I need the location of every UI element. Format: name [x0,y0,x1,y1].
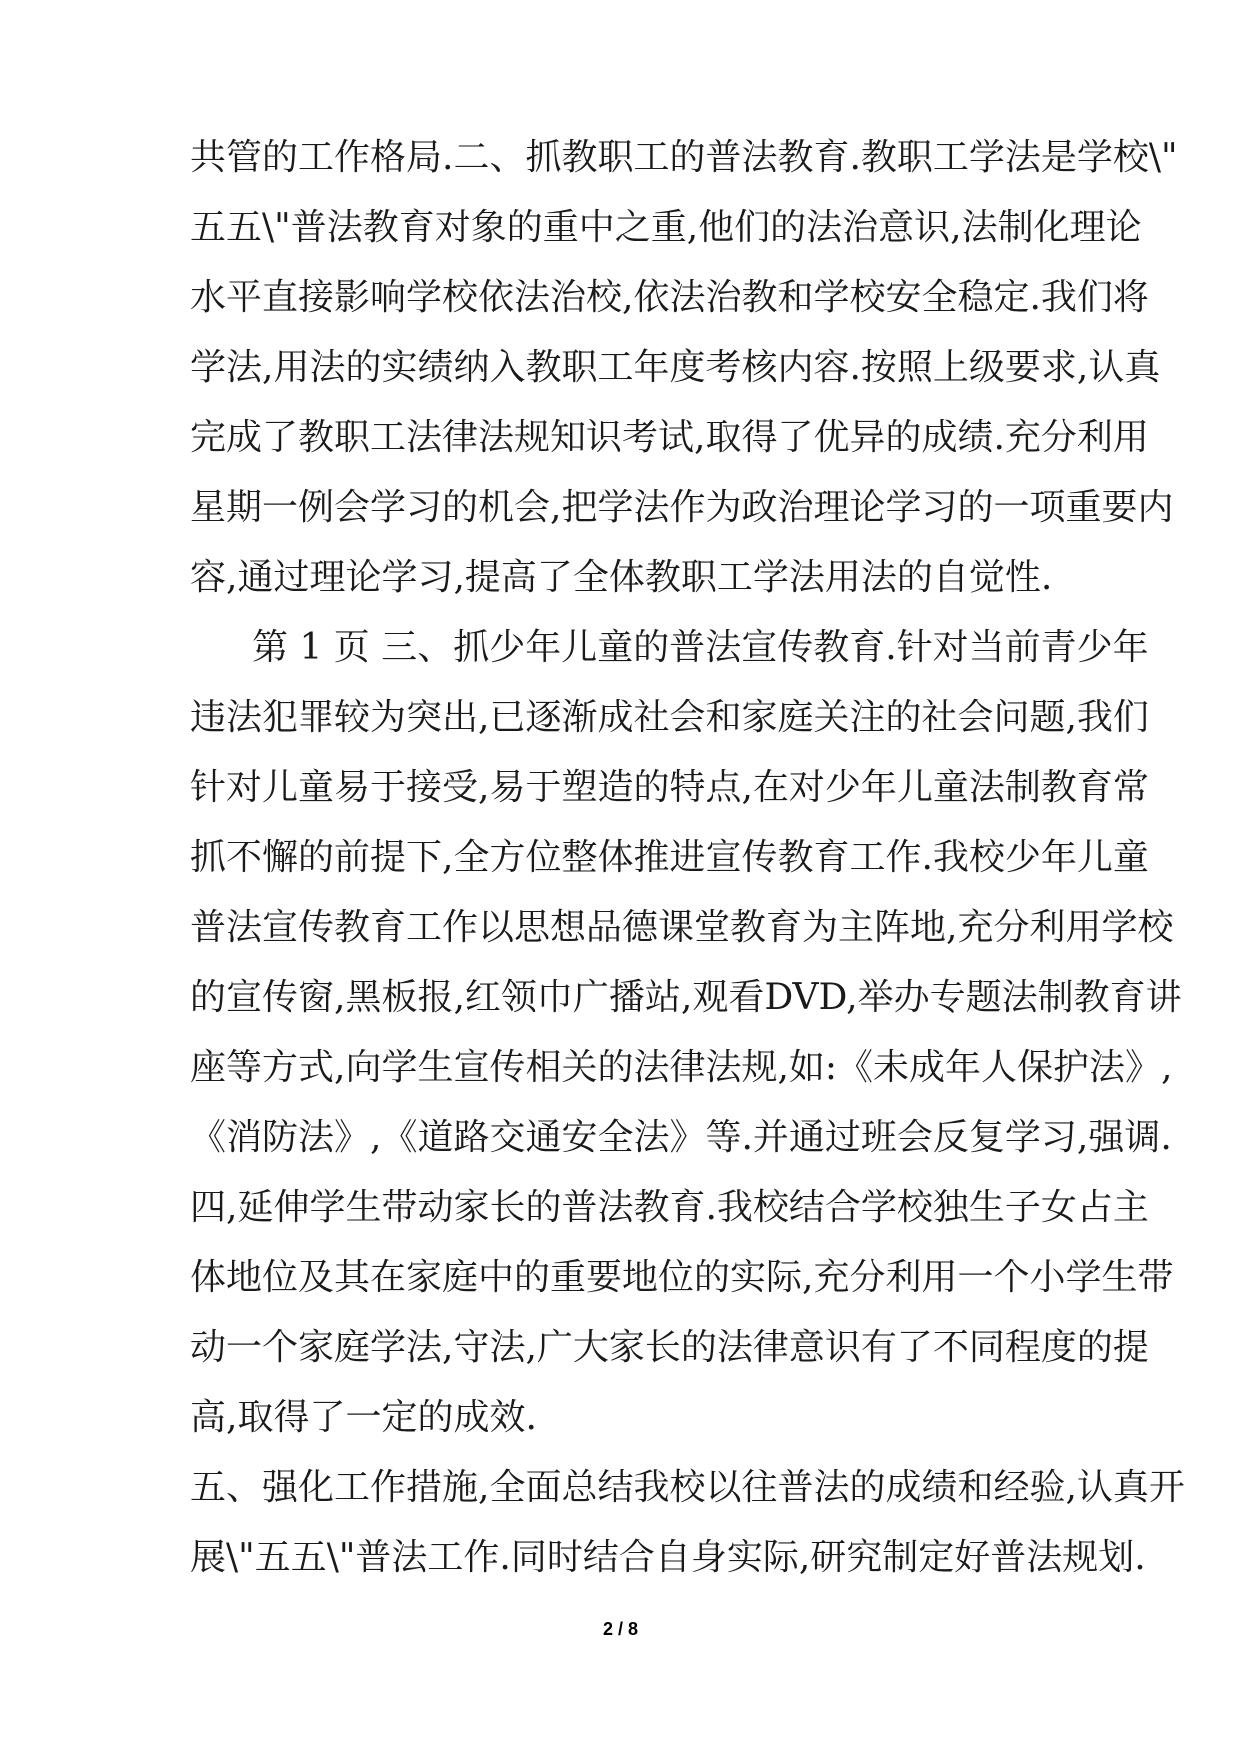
text-line: 违法犯罪较为突出,已逐渐成社会和家庭关注的社会问题,我们 [190,697,1149,738]
text-line: 完成了教职工法律法规知识考试,取得了优异的成绩.充分利用 [190,417,1149,458]
text-line: 《消防法》,《道路交通安全法》等.并通过班会反复学习,强调. [190,1117,1172,1158]
text-line: 学法,用法的实绩纳入教职工年度考核内容.按照上级要求,认真 [190,347,1161,388]
page-number: 2 / 8 [602,1619,639,1639]
text-line: 第 1 页 三、抓少年儿童的普法宣传教育.针对当前青少年 [252,627,1149,668]
text-line: 四,延伸学生带动家长的普法教育.我校结合学校独生子女占主 [190,1187,1149,1228]
text-line: 的宣传窗,黑板报,红领巾广播站,观看DVD,举办专题法制教育讲 [190,977,1182,1018]
text-line: 五、强化工作措施,全面总结我校以往普法的成绩和经验,认真开 [190,1467,1185,1508]
text-line: 水平直接影响学校依法治校,依法治教和学校安全稳定.我们将 [190,277,1149,318]
text-line: 星期一例会学习的机会,把学法作为政治理论学习的一项重要内 [190,487,1174,528]
text-line: 座等方式,向学生宣传相关的法律法规,如:《未成年人保护法》, [190,1047,1173,1088]
text-line: 针对儿童易于接受,易于塑造的特点,在对少年儿童法制教育常 [190,767,1149,808]
text-line: 容,通过理论学习,提高了全体教职工学法用法的自觉性. [190,557,1053,598]
text-line: 动一个家庭学法,守法,广大家长的法律意识有了不同程度的提 [190,1327,1149,1368]
text-line: 高,取得了一定的成效. [190,1397,537,1438]
text-line: 展\"五五\"普法工作.同时结合自身实际,研究制定好普法规划. [190,1537,1146,1578]
text-line: 共管的工作格局.二、抓教职工的普法教育.教职工学法是学校\" [190,137,1178,178]
text-line: 抓不懈的前提下,全方位整体推进宣传教育工作.我校少年儿童 [190,837,1149,878]
text-line: 体地位及其在家庭中的重要地位的实际,充分利用一个小学生带 [190,1257,1174,1298]
text-line: 普法宣传教育工作以思想品德课堂教育为主阵地,充分利用学校 [190,907,1174,948]
text-line: 五五\"普法教育对象的重中之重,他们的法治意识,法制化理论 [190,207,1142,248]
